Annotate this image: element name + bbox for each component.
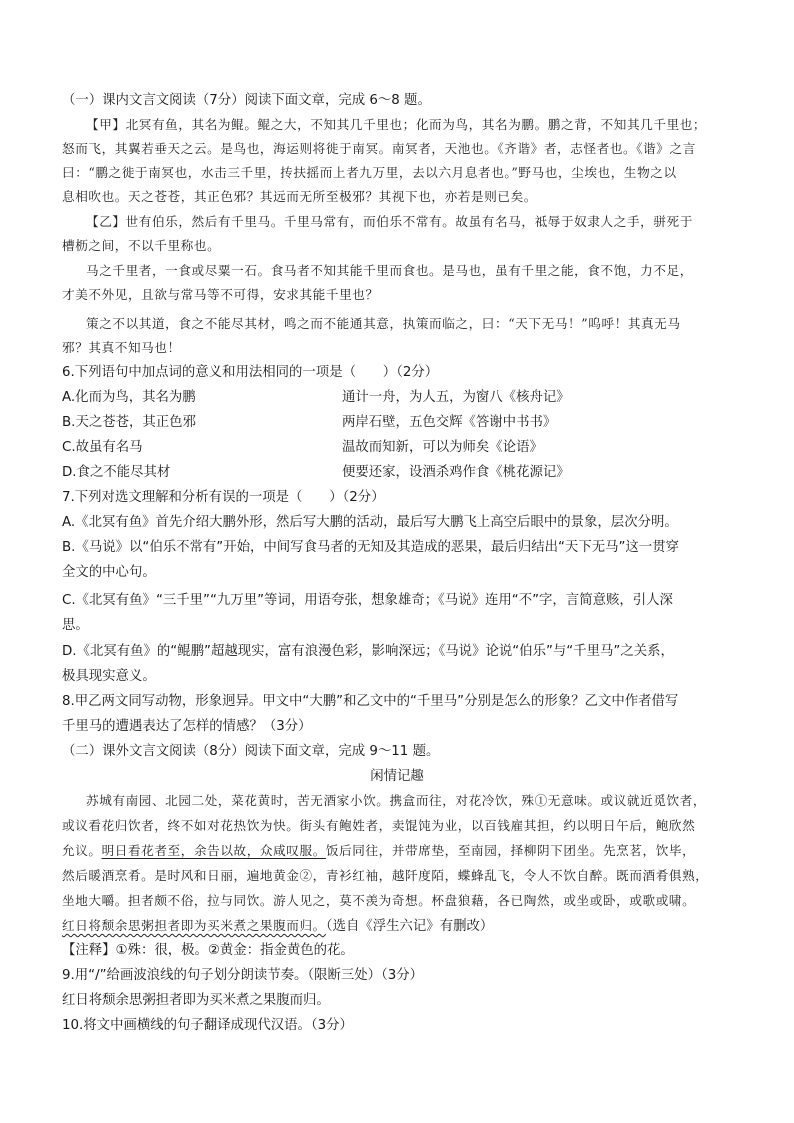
passage-yi-line: 马之千里者，一食或尽粟一石。食马者不知其能千里而食也。是马也，虽有千里之能，食不饱，力不足， [86, 263, 693, 278]
q6-option-b: B.天之苍苍，其正色邪 [62, 415, 196, 430]
q7-option-line: 极具现实意义。 [62, 669, 156, 684]
wavy-underlined-sentence: 红日将颓余思粥担者即为买米煮之果腹而归。 [62, 918, 326, 933]
passage-yi-line: 槽枥之间，不以千里称也。 [62, 238, 221, 253]
section1-header: （一）课内文言文阅读（7分）阅读下面文章，完成 6～8 题。 [62, 93, 431, 108]
q7-option-line: D.《北冥有鱼》的“鲲鹏”超越现实，富有浪漫色彩，影响深远；《马说》论说“伯乐”与“千里马”之关系， [62, 644, 674, 659]
passage-yi-line: 策之不以其道，食之不能尽其材，鸣之而不能通其意，执策而临之，曰：“天下无马！”呜呼！其真无马 [86, 316, 681, 331]
passage-line [62, 840, 742, 862]
passage-jia-line: 曰：“鹏之徙于南冥也，水击三千里，抟扶摇而上者九万里，去以六月息者也。”野马也，尘埃也，生物之以 [62, 165, 677, 180]
q6-option-d-compare: 便要还家，设酒杀鸡作食《桃花源记》 [342, 465, 570, 480]
q6-option-c-compare: 温故而知新，可以为师矣《论语》 [342, 440, 543, 455]
question-10-stem: 10.将文中画横线的句子翻译成现代汉语。（3分） [62, 1018, 353, 1033]
passage-jia-line: 【甲】北冥有鱼，其名为鲲。鲲之大，不知其几千里也；化而为鸟，其名为鹏。鹏之背，不知其几千里也； [86, 117, 707, 132]
q7-option-line: 全文的中心句。 [62, 565, 156, 580]
q7-option-line: C.《北冥有鱼》“三千里”“九万里”等词，用语夸张，想象雄奇；《马说》连用“不”字，言简意赅，引人深 [62, 593, 673, 608]
q6-option-a-compare: 通计一舟，为人五，为窗八《核舟记》 [342, 390, 570, 405]
q6-option-a: A.化而为鸟，其名为鹏 [62, 390, 196, 405]
question-8-line: 8.甲乙两文同写动物，形象迥异。甲文中“大鹏”和乙文中的“千里马”分别是怎么的形象？乙文中作者借写 [62, 694, 679, 709]
question-8-line: 千里马的遭遇表达了怎样的情感？（3分） [62, 719, 312, 734]
q7-option-line: 思。 [62, 618, 89, 633]
passage-line: 或议看花归饮者，终不如对花热饮为快。街头有鲍姓者，卖馄饨为业，以百钱雇其担，约以明日午后，鲍欣然 [62, 818, 696, 833]
q7-option-line: B.《马说》以“伯乐不常有”开始，中间写食马者的无知及其造成的恶果，最后归结出“天下无马”这一贯穿 [62, 540, 679, 555]
q7-option-line: A.《北冥有鱼》首先介绍大鹏外形，然后写大鹏的活动，最后写大鹏飞上高空后眼中的景象，层次分明。 [62, 515, 678, 530]
passage-jia-line: 怒而飞，其翼若垂天之云。是鸟也，海运则将徙于南冥。南冥者，天池也。《齐谐》者，志怪者也。《谐》之言 [62, 141, 696, 156]
passage-yi-line: 邪？其真不知马也！ [62, 340, 181, 355]
passage-line: 然后暖酒烹肴。是时风和日丽，遍地黄金②，青衫红袖，越阡度陌，蝶蜂乱飞，令人不饮自醉。既而酒肴俱熟， [62, 868, 709, 883]
passage-title: 闲情记趣 [370, 769, 424, 784]
q6-option-b-compare: 两岸石壁，五色交辉《答谢中书书》 [342, 415, 557, 430]
q6-option-c: C.故虽有名马 [62, 440, 143, 455]
passage-line [62, 915, 742, 938]
section2-header: （二）课外文言文阅读（8分）阅读下面文章，完成 9～11 题。 [62, 744, 440, 759]
passage-yi-line: 才美不外见，且欲与常马等不可得，安求其能千里也？ [62, 287, 379, 302]
passage-text: 饭后同往，并带席垫，至南园，择柳阴下团坐。先烹茗，饮毕， [325, 843, 696, 858]
question-6-stem: 6.下列语句中加点词的意义和用法相同的一项是（ ）（2分） [62, 365, 439, 380]
passage-notes: 【注释】①殊：很，极。②黄金：指金黄色的花。 [62, 943, 354, 958]
underlined-sentence: 明日看花者至，余告以故，众咸叹服。 [101, 843, 326, 858]
q6-option-d: D.食之不能尽其材 [62, 465, 171, 480]
question-9-stem: 9.用“/”给画波浪线的句子划分朗读节奏。（限断三处）（3分） [62, 968, 424, 983]
passage-source: （选自《浮生六记》有删改） [325, 919, 494, 934]
question-7-stem: 7.下列对选文理解和分析有误的一项是（ ）（2分） [62, 490, 385, 505]
passage-yi-line: 【乙】世有伯乐，然后有千里马。千里马常有，而伯乐不常有。故虽有名马，祗辱于奴隶人之手，骈死于 [86, 214, 693, 229]
passage-jia-line: 息相吹也。天之苍苍，其正色邪？其远而无所至极邪？其视下也，亦若是则已矣。 [62, 189, 537, 204]
passage-text: 允议。 [62, 843, 102, 858]
passage-line: 坐地大嚼。担者颇不俗，拉与同饮。游人见之，莫不羡为奇想。杯盘狼藉，各已陶然，或坐或卧，或歌或啸。 [62, 893, 696, 908]
question-9-sentence: 红日将颓余思粥担者即为买米煮之果腹而归。 [62, 993, 330, 1008]
passage-line: 苏城有南园、北园二处，菜花黄时，苦无酒家小饮。携盒而往，对花冷饮，殊①无意味。或议就近觅饮者， [86, 793, 707, 808]
